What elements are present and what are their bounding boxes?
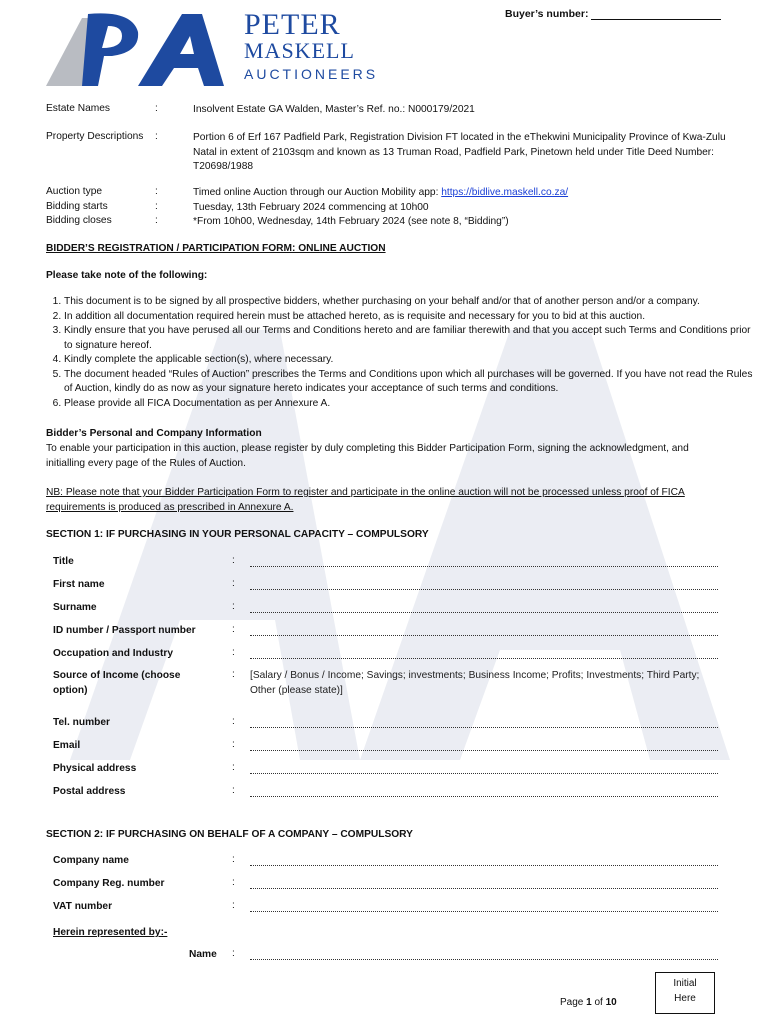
field-label-physical-address: Physical address — [53, 763, 137, 774]
info-text: To enable your participation in this auction, please register by duly completing this Bidder Participation Form, signing the acknowledgment, and initialling every page of the Rules of Auction. — [46, 443, 689, 469]
note-item: 3. Kindly ensure that you have perused all our Terms and Conditions hereto and are familiar therewith and that you accept such Terms and Conditions prior to signature hereof. — [64, 324, 754, 353]
nb-text: Please note that your Bidder Participation Form to register and participate in the online auction will not be processed unless proof of FICA requirements is produced as prescribed in Annexure A. — [46, 487, 685, 513]
field-colon: : — [232, 739, 235, 750]
field-label-surname: Surname — [53, 602, 97, 613]
detail-label-estate: Estate Names — [46, 103, 110, 114]
occupation-field[interactable] — [250, 648, 718, 659]
info-heading: Bidder’s Personal and Company Information — [46, 428, 262, 439]
field-label-tel: Tel. number — [53, 717, 110, 728]
field-label-income: Source of Income (choose option) — [53, 670, 181, 696]
page-number — [560, 997, 617, 1008]
section2-title: SECTION 2: IF PURCHASING ON BEHALF OF A COMPANY – COMPULSORY — [46, 829, 413, 840]
here-label: Here — [674, 993, 696, 1004]
email-field[interactable] — [250, 740, 718, 751]
title-field[interactable] — [250, 556, 718, 567]
field-colon: : — [232, 948, 235, 959]
initial-here-box[interactable] — [655, 972, 715, 1014]
representative-name-field[interactable] — [250, 949, 718, 960]
field-label-email: Email — [53, 740, 81, 751]
field-label-occupation: Occupation and Industry — [53, 648, 173, 659]
field-colon: : — [232, 716, 235, 727]
detail-label-bidding-starts: Bidding starts — [46, 201, 108, 212]
bidlive-link[interactable]: https://bidlive.maskell.co.za/ — [441, 187, 569, 198]
surname-field[interactable] — [250, 602, 718, 613]
field-colon: : — [232, 578, 235, 589]
id-number-field[interactable] — [250, 625, 718, 636]
field-label-title: Title — [53, 556, 74, 567]
page-current: 1 — [586, 997, 592, 1008]
page-total: 10 — [605, 997, 617, 1008]
buyer-number-field[interactable] — [591, 9, 721, 20]
detail-colon: : — [155, 201, 158, 212]
detail-value-property: Portion 6 of Erf 167 Padfield Park, Registration Division FT located in the eThekwini Municipality Province of Kwa-Zulu Natal in extent of 2103sqm and known as 13 Truman Road, Padfield Park, Pinetown held under Title Deed Number: T20698/1988 — [193, 132, 726, 172]
brand-line-3: AUCTIONEERS — [244, 66, 379, 82]
field-colon: : — [232, 762, 235, 773]
brand-line-1: PETER — [244, 8, 341, 41]
field-label-postal-address: Postal address — [53, 786, 126, 797]
field-colon: : — [232, 785, 235, 796]
note-item: 6. Please provide all FICA Documentation as per Annexure A. — [64, 397, 754, 412]
company-name-field[interactable] — [250, 855, 718, 866]
form-title: BIDDER’S REGISTRATION / PARTICIPATION FORM: ONLINE AUCTION — [46, 243, 386, 254]
tel-field[interactable] — [250, 717, 718, 728]
detail-label-property: Property Descriptions — [46, 131, 144, 142]
note-item: 2. In addition all documentation required herein must be attached hereto, as is requisite and necessary for you to bid at this auction. — [64, 310, 754, 325]
brand-name — [244, 10, 378, 82]
postal-address-field[interactable] — [250, 786, 718, 797]
income-options[interactable]: [Salary / Bonus / Income; Savings; investments; Business Income; Profits; Investments; Third Party; Other (please state)] — [250, 670, 700, 696]
vat-field[interactable] — [250, 901, 718, 912]
detail-colon: : — [155, 131, 158, 142]
note-item: 4. Kindly complete the applicable section(s), where necessary. — [64, 353, 754, 368]
field-colon: : — [232, 669, 235, 680]
company-reg-field[interactable] — [250, 878, 718, 889]
field-colon: : — [232, 900, 235, 911]
page-of: of — [591, 997, 606, 1008]
detail-colon: : — [155, 186, 158, 197]
represented-by-heading: Herein represented by:- — [53, 927, 168, 938]
detail-colon: : — [155, 103, 158, 114]
detail-value-auction-type — [193, 186, 728, 201]
detail-value-estate: Insolvent Estate GA Walden, Master’s Ref. no.: N000179/2021 — [193, 104, 475, 115]
company-logo — [42, 8, 242, 88]
field-colon: : — [232, 854, 235, 865]
initial-label: Initial — [673, 978, 697, 989]
buyer-number-label: Buyer’s number: — [505, 8, 589, 20]
detail-value-bidding-closes: *From 10h00, Wednesday, 14th February 2024 (see note 8, “Bidding”) — [193, 216, 509, 227]
brand-line-2: MASKELL — [244, 38, 355, 63]
field-colon: : — [232, 647, 235, 658]
page-prefix: Page — [560, 997, 587, 1008]
field-label-company-reg: Company Reg. number — [53, 878, 165, 889]
field-colon: : — [232, 877, 235, 888]
field-label-id-number: ID number / Passport number — [53, 625, 196, 636]
field-label-company-name: Company name — [53, 855, 129, 866]
detail-value-bidding-starts: Tuesday, 13th February 2024 commencing at 10h00 — [193, 202, 429, 213]
first-name-field[interactable] — [250, 579, 718, 590]
detail-label-bidding-closes: Bidding closes — [46, 215, 112, 226]
section1-title: SECTION 1: IF PURCHASING IN YOUR PERSONAL CAPACITY – COMPULSORY — [46, 529, 429, 540]
nb-label: NB: — [46, 487, 63, 498]
notes-list — [46, 295, 754, 411]
buyer-number — [505, 8, 721, 20]
field-label-first-name: First name — [53, 579, 105, 590]
field-colon: : — [232, 601, 235, 612]
auction-type-text: Timed online Auction through our Auction Mobility app: — [193, 187, 442, 198]
physical-address-field[interactable] — [250, 763, 718, 774]
note-item: 1. This document is to be signed by all prospective bidders, whether purchasing on your behalf and/or that of another person and/or a company. — [64, 295, 754, 310]
field-colon: : — [232, 555, 235, 566]
note-item: 5. The document headed “Rules of Auction” prescribes the Terms and Conditions upon which all purchases will be governed. If you have not read the Rules of Auction, kindly do as now as your signature hereto indicates your acceptance of such terms and conditions. — [64, 368, 754, 397]
detail-colon: : — [155, 215, 158, 226]
field-label-name: Name — [189, 949, 217, 960]
nb-note — [46, 486, 726, 515]
detail-label-auction-type: Auction type — [46, 186, 103, 197]
field-colon: : — [232, 624, 235, 635]
notes-heading: Please take note of the following: — [46, 270, 208, 281]
field-label-vat: VAT number — [53, 901, 113, 912]
